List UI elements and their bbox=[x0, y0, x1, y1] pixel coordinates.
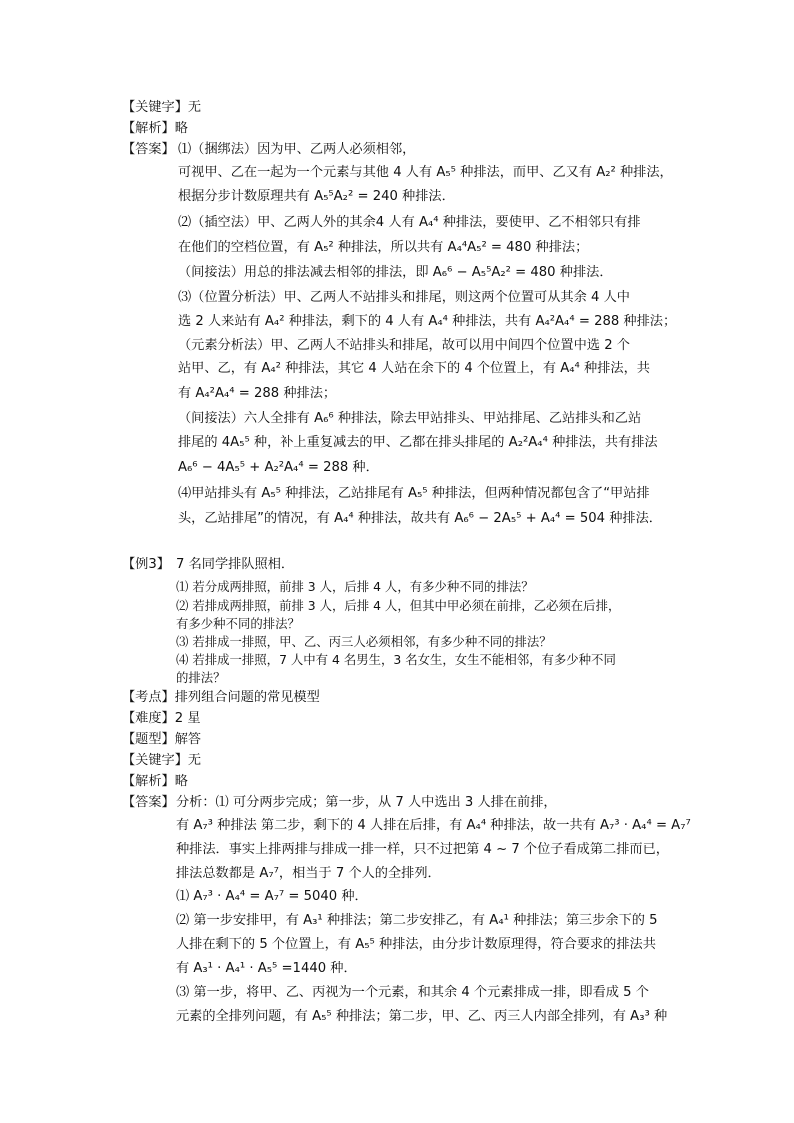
example-label: 【例3】 bbox=[122, 557, 170, 572]
answer-line: ⑵（插空法）甲、乙两人外的其余4 人有 A₄⁴ 种排法，要使甲、乙不相邻只有排 bbox=[178, 215, 641, 230]
answer-line: ⑵ 第一步安排甲，有 A₃¹ 种排法；第二步安排乙，有 A₄¹ 种排法；第三步余下的 5 bbox=[176, 913, 658, 928]
analysis-line: 【解析】略 bbox=[122, 121, 188, 136]
answer-label: 【答案】 bbox=[122, 795, 175, 810]
meta-type: 【题型】解答 bbox=[122, 732, 202, 747]
answer-line: 可视甲、乙在一起为一个元素与其他 4 人有 A₅⁵ 种排法，而甲、乙又有 A₂² 种排法， bbox=[178, 165, 673, 180]
meta-keyword: 【关键字】无 bbox=[122, 753, 202, 768]
answer-line: 有 A₇³ 种排法 第二步，剩下的 4 人排在后排，有 A₄⁴ 种排法，故一共有 A₇³ · A₄⁴ = A₇⁷ bbox=[176, 818, 691, 833]
answer-line: 头，乙站排尾”的情况，有 A₄⁴ 种排法，故共有 A₆⁶ − 2A₅⁵ + A₄⁴ = 504 种排法． bbox=[178, 511, 662, 526]
question-line: 的排法？ bbox=[176, 670, 226, 685]
answer-line: ⑷甲站排头有 A₅⁵ 种排法，乙站排尾有 A₅⁵ 种排法，但两种情况都包含了“甲站排 bbox=[178, 486, 650, 501]
answer-line: ⑶ 第一步，将甲、乙、丙视为一个元素，和其余 4 个元素排成一排，即看成 5 个 bbox=[176, 985, 649, 1000]
answer-line: 分析：⑴ 可分两步完成；第一步，从 7 人中选出 3 人排在前排， bbox=[176, 795, 557, 810]
question-line: 有多少种不同的排法？ bbox=[176, 616, 300, 631]
question-line: ⑶ 若排成一排照，甲、乙、丙三人必须相邻，有多少种不同的排法？ bbox=[176, 634, 552, 649]
question-line: ⑴ 若分成两排照，前排 3 人，后排 4 人，有多少种不同的排法？ bbox=[176, 579, 534, 594]
answer-line: 在他们的空档位置，有 A₅² 种排法，所以共有 A₄⁴A₅² = 480 种排法； bbox=[178, 240, 589, 255]
question-line: ⑷ 若排成一排照，7 人中有 4 名男生，3 名女生，女生不能相邻，有多少种不同 bbox=[176, 652, 616, 667]
answer-line: 有 A₄²A₄⁴ = 288 种排法； bbox=[178, 386, 337, 401]
meta-analysis: 【解析】略 bbox=[122, 774, 188, 789]
answer-line: ⑴ A₇³ · A₄⁴ = A₇⁷ = 5040 种． bbox=[176, 889, 368, 904]
question-line: ⑵ 若排成两排照，前排 3 人，后排 4 人，但其中甲必须在前排，乙必须在后排， bbox=[176, 598, 621, 613]
answer-line: （间接法）六人全排有 A₆⁶ 种排法，除去甲站排头、甲站排尾、乙站排头和乙站 bbox=[178, 411, 642, 426]
example-stem: 7 名同学排队照相． bbox=[176, 557, 295, 572]
answer-line: （间接法）用总的排法减去相邻的排法，即 A₆⁶ − A₅⁵A₂² = 480 种排法． bbox=[178, 265, 613, 280]
answer-line: 人排在剩下的 5 个位置上，有 A₅⁵ 种排法，由分步计数原理得，符合要求的排法共 bbox=[176, 937, 656, 952]
answer-line: 有 A₃¹ · A₄¹ · A₅⁵ =1440 种． bbox=[176, 961, 357, 976]
answer-line: ⑶（位置分析法）甲、乙两人不站排头和排尾，则这两个位置可从其余 4 人中 bbox=[178, 290, 630, 305]
answer-line: 站甲、乙，有 A₄² 种排法，其它 4 人站在余下的 4 个位置上，有 A₄⁴ 种排法，共 bbox=[178, 361, 650, 376]
meta-difficulty: 【难度】2 星 bbox=[122, 711, 201, 726]
answer-line: 排法总数都是 A₇⁷，相当于 7 个人的全排列． bbox=[176, 866, 441, 881]
answer-line: A₆⁶ − 4A₅⁵ + A₂²A₄⁴ = 288 种． bbox=[178, 460, 379, 475]
answer-line: 元素的全排列问题，有 A₅⁵ 种排法；第二步，甲、乙、丙三人内部全排列，有 A₃³ 种 bbox=[176, 1009, 668, 1024]
answer-line: 排尾的 4A₅⁵ 种，补上重复减去的甲、乙都在排头排尾的 A₂²A₄⁴ 种排法，共有排法 bbox=[178, 435, 658, 450]
answer-line: 根据分步计数原理共有 A₅⁵A₂² = 240 种排法． bbox=[178, 189, 455, 204]
answer-label: 【答案】 bbox=[122, 142, 175, 157]
keyword-line: 【关键字】无 bbox=[122, 100, 202, 115]
meta-topic: 【考点】排列组合问题的常见模型 bbox=[122, 690, 320, 705]
answer-line: ⑴（捆绑法）因为甲、乙两人必须相邻， bbox=[178, 142, 416, 157]
answer-line: 种排法．事实上排两排与排成一排一样，只不过把第 4 ~ 7 个位子看成第二排而已， bbox=[176, 842, 669, 857]
answer-line: 选 2 人来站有 A₄² 种排法，剩下的 4 人有 A₄⁴ 种排法，共有 A₄²A₄⁴ = 288 种排法； bbox=[178, 314, 677, 329]
answer-line: （元素分析法）甲、乙两人不站排头和排尾，故可以用中间四个位置中选 2 个 bbox=[178, 338, 630, 353]
